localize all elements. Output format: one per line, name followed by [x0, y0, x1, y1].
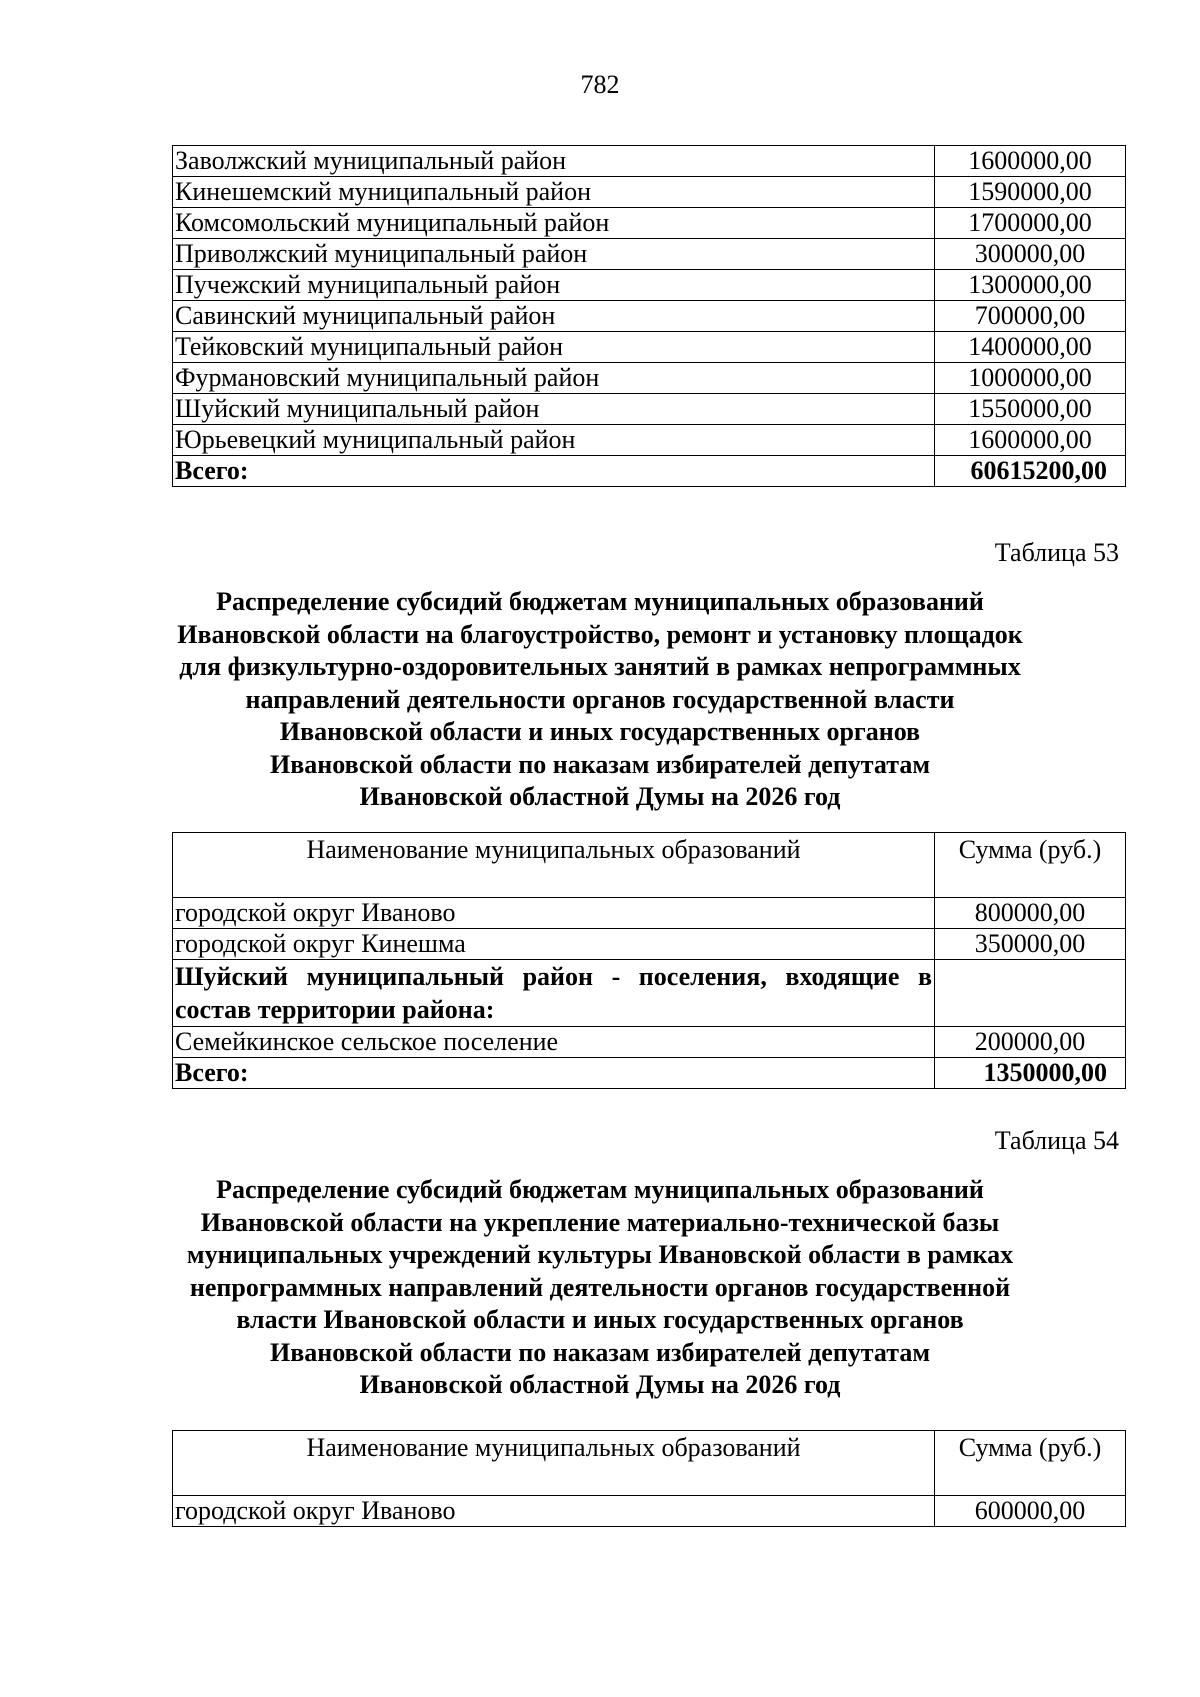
title-line: Ивановской области на укрепление материально-технической базы: [200, 1207, 1000, 1237]
title-line: направлений деятельности органов государственной власти: [245, 684, 955, 714]
total-label: Всего:: [173, 456, 935, 487]
row-sum: 700000,00: [935, 301, 1126, 332]
table53-label: Таблица 53: [994, 538, 1119, 567]
title-line: Ивановской области по наказам избирателей депутатам: [269, 749, 931, 779]
table-header: [173, 1431, 1126, 1496]
table54: [172, 1430, 1126, 1527]
row-name: Тейковский муниципальный район: [173, 332, 935, 363]
row-name: городской округ Иваново: [173, 1496, 935, 1527]
row-name: Семейкинское сельское поселение: [173, 1027, 935, 1058]
row-sum: 1300000,00: [935, 270, 1126, 301]
row-name: Кинешемский муниципальный район: [173, 177, 935, 208]
row-name: городской округ Кинешма: [173, 929, 935, 960]
row-sum: 1550000,00: [935, 394, 1126, 425]
row-name: Заволжский муниципальный район: [173, 146, 935, 177]
group-label: Шуйский муниципальный район - поселения, входящие в состав территории района:: [173, 960, 935, 1027]
title-line: Распределение субсидий бюджетам муниципальных образований: [216, 587, 984, 616]
total-row: [173, 1058, 1126, 1089]
row-sum: 350000,00: [935, 929, 1126, 960]
row-name: Фурмановский муниципальный район: [173, 363, 935, 394]
row-name: Приволжский муниципальный район: [173, 239, 935, 270]
title-line: Ивановской области по наказам избирателей депутатам: [269, 1337, 931, 1367]
title-line: для физкультурно-оздоровительных занятий в рамках непрограммных: [179, 652, 1021, 681]
row-name: Шуйский муниципальный район: [173, 394, 935, 425]
table-row: [173, 898, 1126, 929]
row-sum: 1600000,00: [935, 146, 1126, 177]
table-row: [173, 394, 1126, 425]
row-sum: 800000,00: [935, 898, 1126, 929]
row-sum: 600000,00: [935, 1496, 1126, 1527]
header-sum: Сумма (руб.): [935, 833, 1126, 898]
row-name: Комсомольский муниципальный район: [173, 208, 935, 239]
header-name: Наименование муниципальных образований: [173, 1431, 935, 1496]
row-sum: 200000,00: [935, 1027, 1126, 1058]
table-header: [173, 833, 1126, 898]
page-number: 782: [580, 70, 620, 99]
table-row: [173, 301, 1126, 332]
table-row: [173, 363, 1126, 394]
table-row: [173, 270, 1126, 301]
table54-label: Таблица 54: [994, 1126, 1119, 1155]
table-row: [173, 425, 1126, 456]
title-line: Ивановской области и иных государственных органов: [279, 717, 921, 746]
table54-title: [150, 1174, 1050, 1402]
title-line: власти Ивановской области и иных государственных органов: [236, 1305, 964, 1334]
row-sum: 1600000,00: [935, 425, 1126, 456]
table-row: [173, 146, 1126, 177]
table53: [172, 832, 1126, 1089]
title-line: Ивановской областной Думы на 2026 год: [359, 782, 841, 811]
districts-table: [172, 145, 1126, 487]
row-name: Юрьевецкий муниципальный район: [173, 425, 935, 456]
total-sum: 60615200,00: [935, 456, 1126, 487]
table53-title: [150, 586, 1050, 814]
table-row: [173, 1496, 1126, 1527]
table-row: [173, 332, 1126, 363]
table-row: [173, 1027, 1126, 1058]
table-row: [173, 208, 1126, 239]
row-name: Пучежский муниципальный район: [173, 270, 935, 301]
title-line: Ивановской области на благоустройство, ремонт и установку площадок: [177, 619, 1023, 649]
row-sum: 1400000,00: [935, 332, 1126, 363]
row-sum: 1000000,00: [935, 363, 1126, 394]
total-label: Всего:: [173, 1058, 935, 1089]
title-line: муниципальных учреждений культуры Ивановской области в рамках: [186, 1240, 1014, 1269]
row-name: Савинский муниципальный район: [173, 301, 935, 332]
total-sum: 1350000,00: [935, 1058, 1126, 1089]
total-row: [173, 456, 1126, 487]
row-name: городской округ Иваново: [173, 898, 935, 929]
group-row: [173, 960, 1126, 1027]
row-sum: 1700000,00: [935, 208, 1126, 239]
group-sum-empty: [935, 960, 1126, 1027]
table-row: [173, 177, 1126, 208]
row-sum: 1590000,00: [935, 177, 1126, 208]
table-row: [173, 239, 1126, 270]
row-sum: 300000,00: [935, 239, 1126, 270]
title-line: Распределение субсидий бюджетам муниципальных образований: [216, 1175, 984, 1204]
title-line: непрограммных направлений деятельности органов государственной: [189, 1272, 1011, 1302]
header-sum: Сумма (руб.): [935, 1431, 1126, 1496]
title-line: Ивановской областной Думы на 2026 год: [359, 1370, 841, 1399]
header-name: Наименование муниципальных образований: [173, 833, 935, 898]
table-row: [173, 929, 1126, 960]
